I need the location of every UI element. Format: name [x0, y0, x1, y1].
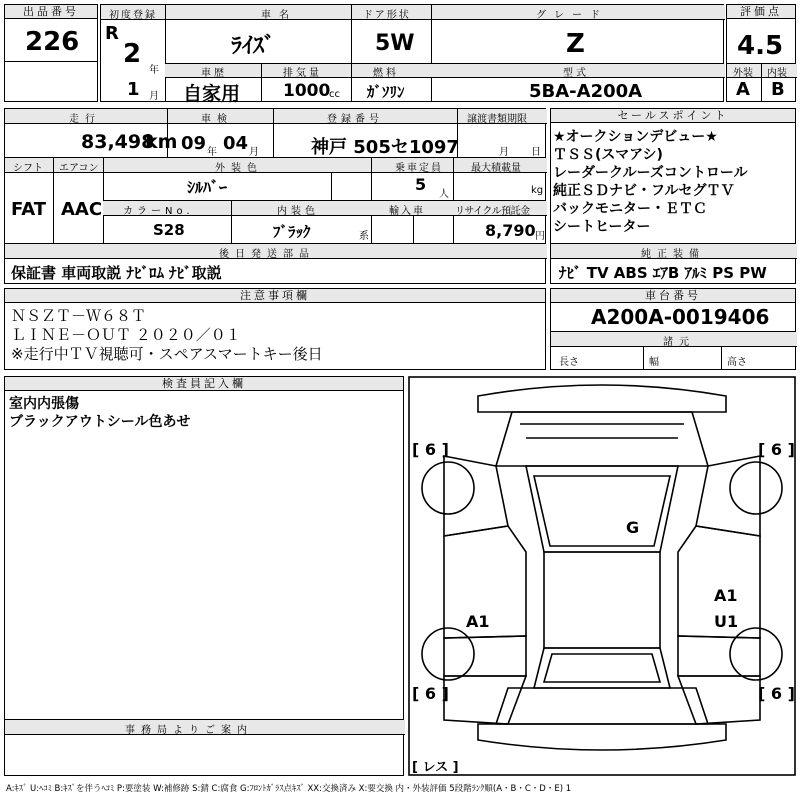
displacement-unit: cc	[329, 89, 340, 100]
int-color-unit: 系	[359, 231, 369, 242]
displacement: 1000	[283, 81, 331, 101]
sales-box	[550, 108, 796, 284]
tire-rr: [ 6 ]	[758, 684, 795, 703]
office-header: 事務局よりご案内	[125, 725, 253, 736]
first-reg-year: 2	[123, 39, 142, 69]
car-name: ﾗｲｽﾞ	[231, 34, 276, 59]
door-header: ドア形状	[363, 10, 411, 21]
later-parts-header: 後日発送部品	[219, 249, 315, 260]
transfer-day-unit: 日	[531, 147, 541, 158]
inspection-header: 車検	[201, 114, 233, 125]
spare-tire: [ レス ]	[412, 760, 459, 775]
inspection-year: 09	[181, 133, 207, 154]
recycle-unit: 円	[535, 231, 545, 242]
first-reg-month: 1	[127, 79, 140, 100]
notes-box	[4, 288, 546, 370]
mileage-unit: km	[145, 131, 178, 153]
chassis-box	[550, 288, 796, 370]
registration-number: 神戸 505セ1097	[311, 137, 459, 158]
max-load-header: 最大積載量	[471, 163, 521, 174]
fuel-header: 燃料	[373, 68, 399, 79]
spare-value: レス	[422, 760, 449, 775]
int-color: ﾌﾞﾗｯｸ	[273, 223, 311, 241]
sales-points-header: セールスポイント	[551, 109, 795, 123]
car-outline	[408, 376, 796, 776]
note-line: ※走行中ＴＶ視聴可・スペアスマートキー後日	[11, 345, 323, 363]
vehicle-box-2	[4, 108, 546, 284]
inspector-header: 検査員記入欄	[5, 377, 403, 391]
first-reg-header: 初度登録	[109, 10, 157, 21]
sales-point: バックモニター・ＥＴＣ	[553, 201, 707, 217]
capacity-unit: 人	[439, 189, 449, 200]
equipment: ﾅﾋﾞ TV ABS ｴｱB ｱﾙﾐ PS PW	[559, 264, 767, 282]
chassis-number: A200A-0019406	[591, 305, 770, 329]
first-reg-year-unit: 年	[149, 65, 159, 76]
spec-length: 長さ	[559, 357, 579, 368]
first-reg-era: R	[105, 23, 119, 44]
score-box	[726, 4, 796, 102]
lot-header: 出品番号	[5, 5, 97, 19]
lot-number: 226	[25, 27, 80, 57]
tire-rl: [ 6 ]	[412, 684, 449, 703]
aircon: AAC	[61, 199, 103, 220]
car-name-header: 車名	[261, 10, 297, 21]
recycle-header: リサイクル預託金	[455, 206, 530, 217]
int-score: B	[771, 79, 785, 100]
tire-fr: [ 6 ]	[758, 440, 795, 459]
tire-rl-value: 6	[424, 684, 437, 703]
mileage-header: 走行	[69, 114, 101, 125]
sales-point: レーダークルーズコントロール	[553, 165, 748, 181]
registration-header: 登録番号	[327, 114, 383, 125]
ext-color-header: 外装色	[215, 163, 263, 174]
score-header: 評価点	[727, 5, 795, 19]
left-door-mark: A1	[466, 612, 490, 631]
windshield-mark: G	[626, 518, 640, 537]
score-value: 4.5	[737, 31, 784, 61]
int-score-header: 内装	[767, 68, 787, 79]
fuel: ｶﾞｿﾘﾝ	[367, 83, 405, 101]
vehicle-box-1	[100, 4, 724, 105]
notes-header: 注意事項欄	[5, 289, 545, 303]
aircon-header: エアコン	[59, 163, 99, 174]
import-header: 輸入車	[389, 206, 425, 217]
model-code: 5BA-A200A	[529, 81, 643, 102]
later-parts: 保証書 車両取説 ﾅﾋﾞﾛﾑ ﾅﾋﾞ取説	[11, 264, 222, 282]
recycle-deposit: 8,790	[485, 221, 536, 240]
specs-header: 諸元	[663, 337, 695, 348]
mileage: 83,498	[81, 131, 155, 153]
sales-point: ★オークションデビュー★	[553, 129, 718, 145]
lot-box	[4, 4, 98, 102]
inspection-year-unit: 年	[207, 147, 217, 158]
inspection-month: 04	[223, 133, 249, 154]
note-line: ＮＳＺＴ－Ｗ６８Ｔ	[11, 307, 147, 325]
tire-fl-value: 6	[424, 440, 437, 459]
door-type: 5W	[375, 31, 415, 56]
inspector-box	[4, 376, 404, 776]
notes-list	[11, 307, 323, 364]
ext-color: ｼﾙﾊﾞｰ	[187, 178, 228, 197]
int-color-header: 内装色	[277, 206, 319, 217]
damage-diagram	[408, 376, 796, 776]
inspector-note: ブラックアウトシール色あせ	[9, 414, 191, 430]
color-no-header: カラーNo.	[123, 206, 194, 217]
color-no: S28	[153, 221, 185, 239]
displacement-header: 排気量	[283, 68, 322, 79]
sales-point: 純正ＳＤナビ・フルセグＴＶ	[553, 183, 735, 199]
inspector-note: 室内内張傷	[9, 396, 79, 412]
legend: A:ｷｽﾞ U:ﾍｺﾐ B:ｷｽﾞを伴うﾍｺﾐ P:要塗装 W:補修跡 S:錆 C:腐食 G:ﾌﾛﾝﾄｶﾞﾗｽ点ｷｽﾞ XX:交換済み X:要交換 内・外装評価 5段階ﾗﾝｸ順(A・B・C・D・E) 1	[6, 784, 572, 794]
shift-header: シフト	[13, 163, 43, 174]
tire-fl: [ 6 ]	[412, 440, 449, 459]
first-reg-month-unit: 月	[149, 91, 159, 102]
equipment-header: 純正装備	[641, 249, 705, 260]
spec-height: 高さ	[727, 357, 747, 368]
capacity: 5	[415, 175, 427, 194]
grade: Z	[566, 29, 585, 59]
history-header: 車歴	[201, 68, 227, 79]
model-header: 型式	[563, 68, 589, 79]
spec-width: 幅	[649, 357, 659, 368]
shift: FAT	[11, 199, 47, 220]
capacity-header: 乗車定員	[395, 163, 443, 174]
sales-points-list	[553, 128, 748, 236]
max-load-unit: kg	[531, 185, 544, 196]
transfer-month-unit: 月	[499, 147, 509, 158]
ext-score-header: 外装	[733, 68, 753, 79]
note-line: ＬＩＮＥ－ＯＵＴ ２０２０／０１	[11, 326, 241, 344]
right-mark-a1: A1	[714, 586, 738, 605]
sales-point: ＴＳＳ(スマアシ)	[553, 147, 663, 163]
tire-fr-value: 6	[770, 440, 783, 459]
transfer-header: 譲渡書類期限	[467, 114, 527, 125]
inspection-month-unit: 月	[249, 147, 259, 158]
right-mark-u1: U1	[714, 612, 739, 631]
ext-score: A	[736, 79, 750, 100]
sales-point: シートヒーター	[553, 219, 651, 235]
history: 自家用	[183, 83, 241, 105]
chassis-header: 車台番号	[551, 289, 795, 303]
inspector-notes	[9, 395, 190, 431]
grade-header: グレード	[536, 10, 608, 21]
tire-rr-value: 6	[770, 684, 783, 703]
